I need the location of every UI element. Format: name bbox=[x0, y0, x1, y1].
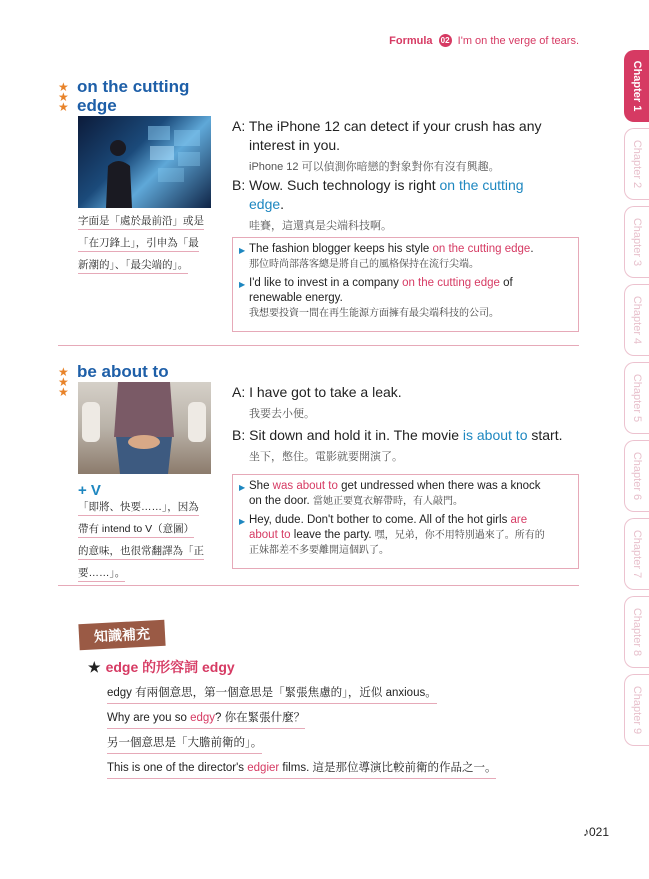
example-sentence: ▶ I'd like to invest in a company on the cutting edge of renewable energy. 我想要投資一間在再生能源方面擁有最尖端科技的公司。 bbox=[239, 277, 513, 319]
usage-note: 字面是「處於最前沿」或是 「在刀鋒上」，引申為「最 新潮的」、「最尖端的」。 bbox=[78, 210, 213, 276]
chapter-tab-3[interactable]: Chapter 3 bbox=[624, 206, 649, 278]
knowledge-line: This is one of the director's edgier films. 這是那位導演比較前衛的作品之一。 bbox=[107, 759, 496, 775]
triangle-bullet-icon: ▶ bbox=[239, 517, 246, 526]
example-box bbox=[232, 474, 579, 569]
urinal-photo bbox=[78, 382, 211, 474]
knowledge-line: edgy 有兩個意思，第一個意思是「緊張焦慮的」，近似 anxious。 bbox=[107, 684, 437, 700]
example-sentence: ▶ Hey, dude. Don't bother to come. All of the hot girls are about to leave the party. 嘿，兄弟，你不用特別過來了。所有的 正妹都差不多要離開這個趴了。 bbox=[239, 514, 545, 556]
example-box bbox=[232, 237, 579, 332]
dialogue-a: A: The iPhone 12 can detect if your crush has any interest in you. iPhone 12 可以偵測你暗戀的對象對你有沒有興趣。 bbox=[232, 118, 542, 173]
entry-title: on the cutting edge bbox=[77, 77, 190, 115]
knowledge-line: Why are you so edgy? 你在緊張什麼？ bbox=[107, 709, 305, 725]
knowledge-title: ★ edge 的形容詞 edgy bbox=[88, 659, 235, 675]
section-divider bbox=[58, 585, 579, 586]
chapter-tab-9[interactable]: Chapter 9 bbox=[624, 674, 649, 746]
knowledge-line: 另一個意思是「大膽前衛的」。 bbox=[107, 734, 262, 750]
star-icon: ★ bbox=[58, 375, 69, 389]
page-number: ♪021 bbox=[582, 825, 609, 839]
dialogue-b: B: Wow. Such technology is right on the cutting edge. 哇賽，這還真是尖端科技啊。 bbox=[232, 177, 524, 232]
chapter-tab-1[interactable]: Chapter 1 bbox=[624, 50, 649, 122]
chapter-tab-4[interactable]: Chapter 4 bbox=[624, 284, 649, 356]
triangle-bullet-icon: ▶ bbox=[239, 483, 246, 492]
chapter-tab-6[interactable]: Chapter 6 bbox=[624, 440, 649, 512]
chapter-tab-2[interactable]: Chapter 2 bbox=[624, 128, 649, 200]
section-divider bbox=[58, 345, 579, 346]
running-header bbox=[389, 34, 579, 47]
knowledge-banner: 知識補充 bbox=[78, 620, 165, 650]
example-sentence: ▶ The fashion blogger keeps his style on the cutting edge. 那位時尚部落客總是將自己的風格保持在流行尖端。 bbox=[239, 243, 534, 270]
usage-note: 「即將、快要……」，因為 帶有 intend to V（意圖） 的意味，也很常翻譯為「正 要……」。 bbox=[78, 496, 213, 584]
triangle-bullet-icon: ▶ bbox=[239, 246, 246, 255]
star-icon: ★ bbox=[58, 80, 69, 94]
star-icon: ★ bbox=[58, 90, 69, 104]
triangle-bullet-icon: ▶ bbox=[239, 280, 246, 289]
entry-title: be about to bbox=[77, 362, 169, 381]
formula-number-badge: 02 bbox=[439, 34, 452, 47]
technology-photo bbox=[78, 116, 211, 208]
difficulty-stars bbox=[58, 82, 70, 112]
star-icon: ★ bbox=[58, 365, 69, 379]
difficulty-stars bbox=[58, 367, 70, 397]
star-icon: ★ bbox=[58, 385, 69, 399]
dialogue-b: B: Sit down and hold it in. The movie is about to start. 坐下，憋住。電影就要開演了。 bbox=[232, 427, 563, 463]
star-icon: ★ bbox=[58, 100, 69, 114]
chapter-tab-7[interactable]: Chapter 7 bbox=[624, 518, 649, 590]
formula-title: I'm on the verge of tears. bbox=[457, 35, 579, 47]
example-sentence: ▶ She was about to get undressed when there was a knock on the door. 當她正要寬衣解帶時，有人敲門。 bbox=[239, 480, 541, 507]
chapter-tab-8[interactable]: Chapter 8 bbox=[624, 596, 649, 668]
chapter-tab-5[interactable]: Chapter 5 bbox=[624, 362, 649, 434]
formula-label: Formula bbox=[389, 35, 433, 47]
star-icon: ★ bbox=[88, 659, 101, 675]
grammar-pattern: + V bbox=[78, 482, 101, 499]
dialogue-a: A: I have got to take a leak. 我要去小便。 bbox=[232, 384, 402, 420]
